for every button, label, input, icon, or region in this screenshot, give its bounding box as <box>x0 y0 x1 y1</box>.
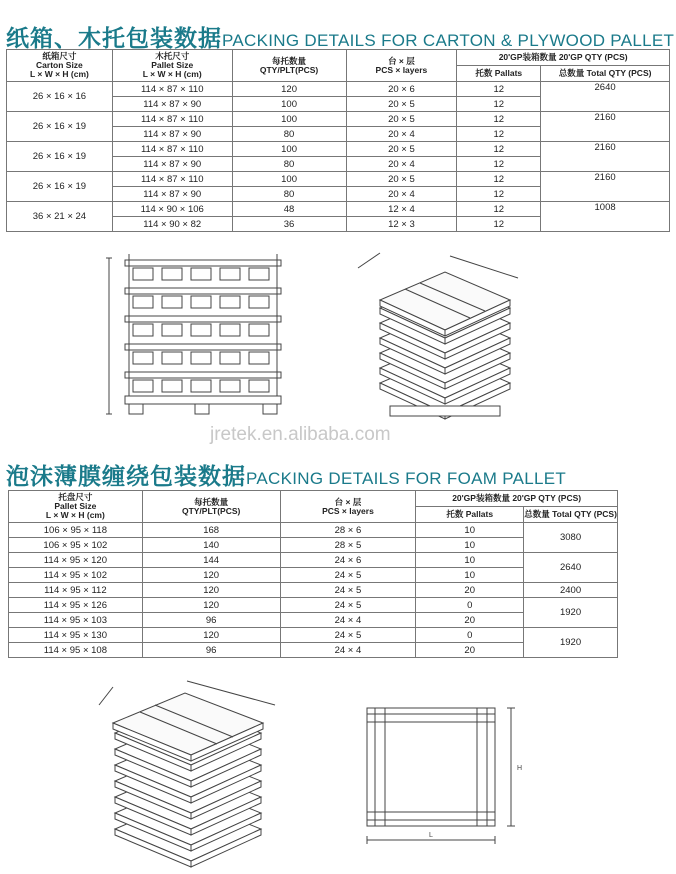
foam-qty-header: 每托数量 QTY/PLT(PCS) <box>142 491 280 523</box>
layers-cell: 20 × 4 <box>346 127 457 142</box>
foam-gp-header: 20'GP装箱数量 20'GP QTY (PCS) <box>416 491 618 507</box>
dim-h-label: H <box>517 765 523 772</box>
pallet-size-cell: 114 × 87 × 110 <box>112 142 232 157</box>
foam-pallet-size-cell: 114 × 95 × 102 <box>9 568 143 583</box>
qty-cell: 36 <box>232 217 346 232</box>
total-header: 总数量 Total QTY (PCS) <box>541 66 670 82</box>
pallets-cell: 12 <box>457 187 541 202</box>
pallet-size-cell: 114 × 87 × 90 <box>112 97 232 112</box>
pallets-cell: 12 <box>457 142 541 157</box>
foam-pallets-cell: 20 <box>416 613 524 628</box>
foam-pallet-size-cell: 114 × 95 × 126 <box>9 598 143 613</box>
pallet-size-header: 木托尺寸 Pallet Size L × W × H (cm) <box>112 50 232 82</box>
table-row <box>7 172 670 187</box>
foam-pallet-size-cell: 106 × 95 × 118 <box>9 523 143 538</box>
foam-pallet-size-cell: 114 × 95 × 103 <box>9 613 143 628</box>
section2-title <box>6 458 566 491</box>
section1-title-cn: 纸箱、木托包装数据 <box>6 26 222 52</box>
table-row <box>9 628 618 643</box>
carton-size-header: 纸箱尺寸 Carton Size L × W × H (cm) <box>7 50 113 82</box>
layers-cell: 20 × 5 <box>346 142 457 157</box>
pallets-cell: 12 <box>457 172 541 187</box>
pallet-size-cell: 114 × 87 × 90 <box>112 187 232 202</box>
foam-layers-cell: 24 × 5 <box>280 583 416 598</box>
carton-pallet-table <box>6 49 670 232</box>
carton-size-cell: 26 × 16 × 19 <box>7 172 113 202</box>
pallets-cell: 12 <box>457 157 541 172</box>
qty-cell: 100 <box>232 142 346 157</box>
layers-cell: 20 × 5 <box>346 112 457 127</box>
foam-layers-cell: 24 × 6 <box>280 553 416 568</box>
pallet-size-cell: 114 × 90 × 82 <box>112 217 232 232</box>
foam-qty-cell: 120 <box>142 598 280 613</box>
foam-layers-cell: 24 × 5 <box>280 568 416 583</box>
foam-total-qty-cell: 1920 <box>524 598 618 628</box>
section2-title-cn: 泡沫薄膜缠绕包装数据 <box>6 464 246 490</box>
foam-pallets-cell: 0 <box>416 628 524 643</box>
foam-qty-cell: 96 <box>142 613 280 628</box>
pallets-cell: 12 <box>457 97 541 112</box>
foam-pallet-size-cell: 114 × 95 × 130 <box>9 628 143 643</box>
carton-size-cell: 26 × 16 × 19 <box>7 112 113 142</box>
table-row <box>7 202 670 217</box>
layers-cell: 20 × 4 <box>346 187 457 202</box>
pallet-size-cell: 114 × 87 × 110 <box>112 172 232 187</box>
qty-cell: 80 <box>232 157 346 172</box>
carton-size-cell: 26 × 16 × 19 <box>7 142 113 172</box>
total-qty-cell: 2160 <box>541 142 670 172</box>
foam-pallet-front-drawing <box>355 700 530 850</box>
table-row <box>9 598 618 613</box>
foam-qty-cell: 120 <box>142 628 280 643</box>
pallet-size-cell: 114 × 87 × 110 <box>112 82 232 97</box>
pallet-size-cell: 114 × 87 × 90 <box>112 157 232 172</box>
foam-qty-cell: 168 <box>142 523 280 538</box>
pallets-cell: 12 <box>457 217 541 232</box>
foam-total-header: 总数量 Total QTY (PCS) <box>524 507 618 523</box>
foam-pallets-cell: 0 <box>416 598 524 613</box>
foam-total-qty-cell: 2400 <box>524 583 618 598</box>
pallets-cell: 12 <box>457 127 541 142</box>
foam-pallet-size-header: 托盘尺寸 Pallet Size L × W × H (cm) <box>9 491 143 523</box>
qty-cell: 100 <box>232 97 346 112</box>
pallets-cell: 12 <box>457 202 541 217</box>
layers-cell: 12 × 3 <box>346 217 457 232</box>
plywood-pallet-iso-drawing <box>350 248 530 423</box>
pallet-size-cell: 114 × 87 × 90 <box>112 127 232 142</box>
foam-layers-cell: 28 × 5 <box>280 538 416 553</box>
plywood-pallet-front-drawing <box>103 250 283 420</box>
total-qty-cell: 2640 <box>541 82 670 112</box>
layers-header: 台 × 层 PCS × layers <box>346 50 457 82</box>
foam-layers-cell: 24 × 4 <box>280 613 416 628</box>
foam-qty-cell: 140 <box>142 538 280 553</box>
qty-cell: 120 <box>232 82 346 97</box>
watermark: jretek.en.alibaba.com <box>210 424 391 445</box>
table-row <box>7 142 670 157</box>
table-row <box>9 553 618 568</box>
foam-layers-cell: 24 × 5 <box>280 598 416 613</box>
qty-cell: 100 <box>232 112 346 127</box>
carton-size-cell: 26 × 16 × 16 <box>7 82 113 112</box>
carton-size-cell: 36 × 21 × 24 <box>7 202 113 232</box>
gp-header: 20'GP装箱数量 20'GP QTY (PCS) <box>457 50 670 66</box>
total-qty-cell: 2160 <box>541 112 670 142</box>
total-qty-cell: 2160 <box>541 172 670 202</box>
qty-cell: 100 <box>232 172 346 187</box>
foam-total-qty-cell: 3080 <box>524 523 618 553</box>
foam-pallets-cell: 10 <box>416 538 524 553</box>
foam-pallets-cell: 10 <box>416 523 524 538</box>
layers-cell: 20 × 6 <box>346 82 457 97</box>
qty-cell: 80 <box>232 187 346 202</box>
foam-total-qty-cell: 1920 <box>524 628 618 658</box>
foam-pallet-size-cell: 114 × 95 × 108 <box>9 643 143 658</box>
layers-cell: 20 × 5 <box>346 97 457 112</box>
qty-header: 每托数量 QTY/PLT(PCS) <box>232 50 346 82</box>
foam-pallets-cell: 20 <box>416 583 524 598</box>
foam-pallet-size-cell: 106 × 95 × 102 <box>9 538 143 553</box>
layers-cell: 20 × 5 <box>346 172 457 187</box>
section1-title-en: PACKING DETAILS FOR CARTON & PLYWOOD PALLET <box>222 31 675 50</box>
foam-total-qty-cell: 2640 <box>524 553 618 583</box>
foam-qty-cell: 120 <box>142 583 280 598</box>
foam-pallets-cell: 10 <box>416 553 524 568</box>
foam-pallet-table <box>8 490 618 658</box>
foam-pallets-cell: 10 <box>416 568 524 583</box>
dim-l-label: L <box>429 832 433 839</box>
layers-cell: 12 × 4 <box>346 202 457 217</box>
pallets-cell: 12 <box>457 112 541 127</box>
foam-qty-cell: 120 <box>142 568 280 583</box>
table-row <box>7 112 670 127</box>
qty-cell: 48 <box>232 202 346 217</box>
qty-cell: 80 <box>232 127 346 142</box>
table-row <box>9 583 618 598</box>
section2-title-en: PACKING DETAILS FOR FOAM PALLET <box>246 469 567 488</box>
foam-pallet-size-cell: 114 × 95 × 120 <box>9 553 143 568</box>
foam-pallet-iso-drawing <box>95 675 295 871</box>
table-row <box>7 82 670 97</box>
foam-layers-cell: 24 × 4 <box>280 643 416 658</box>
foam-pallets-cell: 20 <box>416 643 524 658</box>
pallet-size-cell: 114 × 90 × 106 <box>112 202 232 217</box>
pallets-cell: 12 <box>457 82 541 97</box>
foam-layers-header: 台 × 层 PCS × layers <box>280 491 416 523</box>
total-qty-cell: 1008 <box>541 202 670 232</box>
pallets-header: 托数 Pallats <box>457 66 541 82</box>
pallet-size-cell: 114 × 87 × 110 <box>112 112 232 127</box>
layers-cell: 20 × 4 <box>346 157 457 172</box>
foam-pallets-header: 托数 Pallats <box>416 507 524 523</box>
foam-layers-cell: 24 × 5 <box>280 628 416 643</box>
foam-qty-cell: 96 <box>142 643 280 658</box>
table-row <box>9 523 618 538</box>
foam-layers-cell: 28 × 6 <box>280 523 416 538</box>
foam-qty-cell: 144 <box>142 553 280 568</box>
foam-pallet-size-cell: 114 × 95 × 112 <box>9 583 143 598</box>
